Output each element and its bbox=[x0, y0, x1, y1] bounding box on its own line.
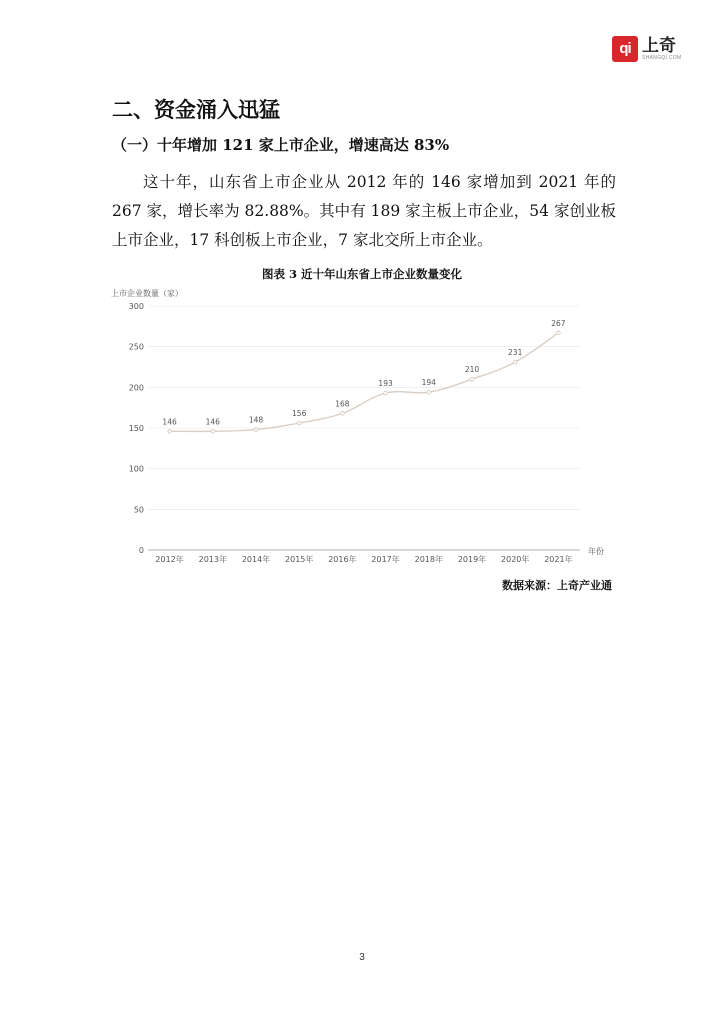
data-label: 148 bbox=[248, 415, 264, 425]
x-tick-label: 2017年 bbox=[371, 555, 400, 564]
data-label: 231 bbox=[508, 348, 523, 358]
data-label: 210 bbox=[464, 365, 480, 375]
y-tick-labels bbox=[129, 302, 144, 555]
x-tick-label: 2014年 bbox=[241, 555, 271, 564]
y-axis-label: 上市企业数量（家） bbox=[111, 289, 183, 298]
data-labels bbox=[162, 319, 565, 426]
page-number: 3 bbox=[359, 952, 365, 963]
header-logo bbox=[612, 36, 681, 62]
x-tick-label: 2013年 bbox=[198, 555, 227, 564]
body-paragraph: 这十年，山东省上市企业从 2012 年的 146 家增加到 2021 年的 267 家，增长率为 82.88%。其中有 189 家主板上市企业，54 家创业板上市企业，17 科创板上市企业，7 家北交所上市企业。 bbox=[112, 173, 616, 249]
data-point bbox=[254, 428, 258, 432]
data-label: 168 bbox=[335, 399, 350, 409]
logo-subtitle: SHANGQI.COM bbox=[642, 55, 682, 61]
data-point bbox=[211, 429, 215, 433]
data-point bbox=[341, 412, 345, 416]
data-label: 146 bbox=[205, 417, 220, 427]
data-point bbox=[470, 377, 474, 381]
data-point bbox=[513, 360, 517, 364]
figure-caption: 图表 3 近十年山东省上市企业数量变化 bbox=[261, 267, 462, 281]
data-label: 146 bbox=[162, 417, 177, 427]
data-label: 156 bbox=[292, 409, 307, 419]
x-tick-labels bbox=[155, 554, 572, 564]
y-tick-label: 250 bbox=[128, 342, 144, 352]
grid bbox=[148, 306, 580, 550]
subsection-title: （一）十年增加 121 家上市企业，增速高达 83% bbox=[112, 136, 450, 154]
data-point bbox=[557, 331, 561, 335]
x-tick-label: 2018年 bbox=[414, 555, 443, 564]
data-point bbox=[384, 391, 388, 395]
x-tick-label: 2021年 bbox=[544, 555, 573, 564]
logo-mark-icon: qi bbox=[612, 36, 638, 62]
data-label: 267 bbox=[551, 318, 566, 328]
x-tick-label: 2012年 bbox=[155, 555, 184, 564]
series-line bbox=[170, 333, 559, 432]
data-point bbox=[168, 429, 172, 433]
line-chart bbox=[96, 284, 616, 574]
data-points bbox=[168, 331, 560, 433]
x-tick-label: 2019年 bbox=[457, 555, 487, 564]
data-point bbox=[427, 390, 431, 394]
y-tick-label: 200 bbox=[128, 383, 144, 393]
x-tick-label: 2016年 bbox=[328, 555, 357, 564]
x-tick-label: 2015年 bbox=[285, 555, 314, 564]
x-tick-label: 2020年 bbox=[501, 555, 530, 564]
logo-text bbox=[642, 37, 681, 61]
y-tick-label: 0 bbox=[138, 546, 144, 555]
y-tick-label: 150 bbox=[128, 424, 144, 433]
y-tick-label: 50 bbox=[133, 505, 144, 515]
y-tick-label: 300 bbox=[128, 302, 144, 311]
data-label: 194 bbox=[421, 378, 436, 388]
section-title: 二、资金涌入迅猛 bbox=[112, 98, 280, 122]
data-point bbox=[297, 421, 301, 425]
data-label: 193 bbox=[378, 379, 393, 389]
x-axis-label: 年份 bbox=[588, 547, 604, 556]
logo-name: 上奇 bbox=[642, 36, 676, 56]
data-source: 数据来源：上奇产业通 bbox=[502, 579, 612, 592]
y-tick-label: 100 bbox=[128, 464, 144, 474]
